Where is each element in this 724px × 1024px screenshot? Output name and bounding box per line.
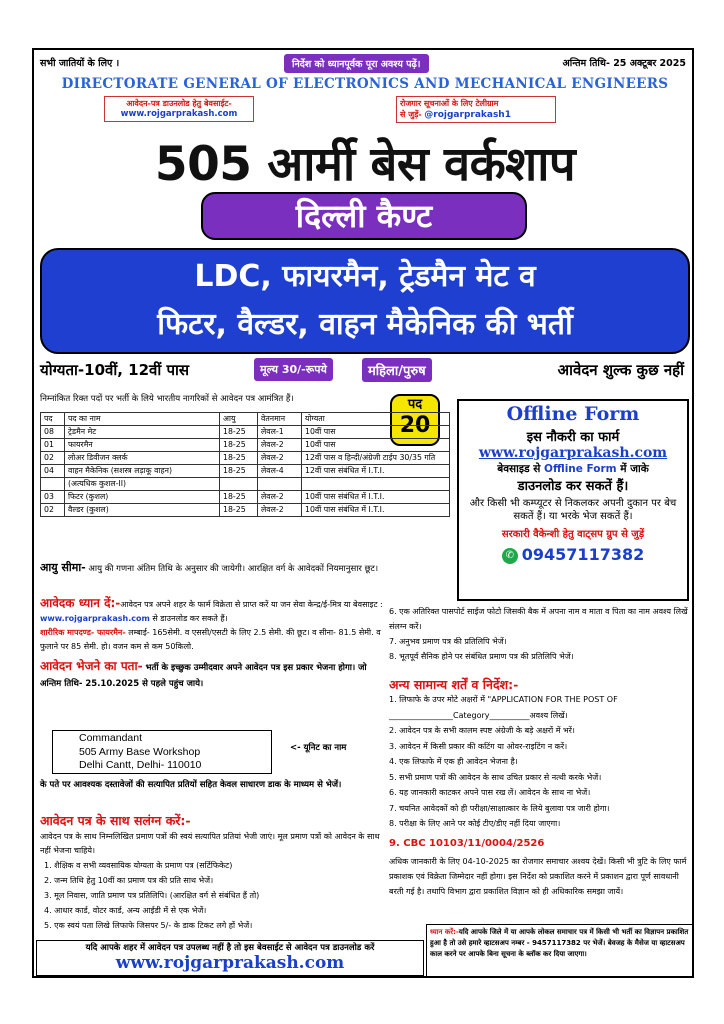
physical-text: लम्बाई- 165सेमी. व एससी/एसटी के लिए 2.5 सेमी. की छूट। व सीना- 81.5 सेमी. व फुलाने पर 85 सेमी. हो। वजन कम से कम 50किलो.	[40, 628, 381, 651]
table-cell: लेवल-2	[258, 504, 302, 517]
table-cell	[41, 478, 65, 491]
list-item: 6. यह जानकारी काटकर अपने पास रख लें। आवेदन के साथ ना भेजें।	[389, 788, 591, 797]
post-count-value: 20	[399, 413, 431, 438]
table-cell: 10वीं पास	[302, 426, 450, 439]
list-item: 2. जन्म तिथि हेतु 10वीं का प्रमाण पत्र की प्रति साथ भेजें।	[44, 876, 214, 885]
header-cell: योग्यता	[302, 413, 450, 426]
table-cell: 10वीं पास	[302, 439, 450, 452]
header-cell: आयु	[220, 413, 258, 426]
download-label: आवेदन-पत्र डाउनलोड हेतु बेवसाईट-	[126, 99, 232, 108]
other-conditions	[389, 692, 691, 832]
table-cell: 02	[41, 452, 65, 465]
offline-line-6: सरकारी वैकेन्शी हेतु वाट्सप ग्रुप से जुड़ें	[501, 529, 645, 540]
age-label: आयु सीमा-	[40, 561, 86, 574]
send-after-text: के पते पर आवश्यक दस्तावेजों की सत्यापित प्रतियों सहित केवल साधारण डाक के माध्यम से भेजें।	[40, 780, 342, 790]
other-heading: अन्य सामान्य शर्तें व निर्देश:-	[389, 677, 519, 692]
more-info: अधिक जानकारी के लिए 04-10-2025 का रोजगार समाचार अश्वय देखें। किसी भी त्रुटि के लिए फार्म प्रकाशक एवं विक्रेता जिम्मेदार नहीं होगा। इस निर्देश को प्रकाशित करने में प्रकाशन द्वारा पूर्ण सावधानी बरती गई है। तथापि विभाग द्वारा प्रकाशित विज्ञान को ही अधिकारिक समझा जायें।	[389, 857, 687, 896]
physical-label: शारीरिक मापदण्ड-	[40, 628, 95, 637]
telegram-prefix: से जुड़ें-	[400, 110, 422, 119]
list-item: 4. आधार कार्ड, वोटर कार्ड, अन्य आईडी में से एक भेजें।	[44, 906, 207, 915]
offline-site-link[interactable]: www.rojgarprakash.com	[478, 445, 668, 461]
table-row	[41, 478, 450, 491]
table-cell: 10वीं पास संबंधित में I.T.I.	[302, 504, 450, 517]
intro-text: निम्नांकित रिक्त पदों पर भर्ती के लिये भारतीय नागरिकों से आवेदन पत्र आमंत्रित हैं।	[40, 394, 294, 404]
table-cell: वाहन मैकेनिक (सशस्त्र लड़ाकू वाहन)	[65, 465, 220, 478]
offline-heading: Offline Form	[506, 403, 640, 425]
vacancy-table	[40, 412, 450, 517]
list-item: 2. आवेदन पत्र के सभी कालम स्पष्ट अंग्रेजी के बड़े अक्षरों में भरें।	[389, 726, 575, 735]
header-cell: वेतनमान	[258, 413, 302, 426]
address-line-3: Delhi Cantt, Delhi- 110010	[79, 759, 202, 771]
table-row	[41, 465, 450, 478]
table-cell: लेवल-2	[258, 452, 302, 465]
table-cell: लेवल-2	[258, 439, 302, 452]
whatsapp-number[interactable]	[459, 545, 687, 564]
table-row	[41, 504, 450, 517]
footer-site-link[interactable]: www.rojgarprakash.com	[115, 953, 345, 973]
offline-line-3b: Offline Form	[544, 463, 617, 475]
posts-line-1: LDC, फायरमैन, ट्रेडमैन मेट व	[194, 259, 536, 294]
telegram-handle[interactable]: @rojgarprakash1	[424, 110, 511, 120]
list-item: ________________Category__________अवश्य लिखें।	[389, 710, 568, 720]
send-text: भर्ती के इच्छुक उम्मीदवार अपने आवेदन पत्र इस प्रकार भेजना होगा। जो अन्तिम तिथि- 25.10.2025 से पहले पहुंच जाये।	[40, 663, 367, 689]
table-cell: ट्रेडमैन मेट	[65, 426, 220, 439]
applicant-notice	[40, 597, 385, 625]
notice-site-link[interactable]: www.rojgarprakash.com	[40, 613, 150, 623]
table-cell: 12वीं पास व हिन्दी/अंग्रेजी टाईप 30/35 गति	[302, 452, 450, 465]
price-badge: मूल्य 30/-रूपये	[254, 358, 333, 381]
last-date: अन्तिम तिथि- 25 अक्टूबर 2025	[562, 58, 686, 69]
right-attach-items	[389, 604, 691, 664]
header-cell: पद का नाम	[65, 413, 220, 426]
table-cell: लेवल-1	[258, 426, 302, 439]
footer-attention-box	[426, 924, 694, 978]
fee-note: आवेदन शुल्क कुछ नहीं	[557, 361, 684, 379]
table-cell: 18-25	[220, 504, 258, 517]
qualification: योग्यता-10वीं, 12वीं पास	[40, 361, 190, 379]
posts-banner	[40, 248, 690, 354]
list-item: 3. आवेदन में किसी प्रकार की कटिंग या ओवर-राइटिंग न करें।	[389, 741, 568, 751]
caste-note: सभी जातियों के लिए ।	[40, 58, 120, 69]
offline-form-box	[457, 399, 689, 601]
posts-line-2: फिटर, वैल्डर, वाहन मैकेनिक की भर्ती	[157, 307, 573, 342]
list-item: 8. भूतपूर्व सैनिक होने पर संबंधित प्रमाण पत्र की प्रतिलिपि भेजें।	[389, 652, 574, 661]
footer-attention-label: ध्यान करें:-	[430, 928, 459, 936]
offline-line-3c: में जाके	[616, 463, 649, 475]
table-row	[41, 452, 450, 465]
table-cell: (अत्यधिक कुशल-II)	[65, 478, 220, 491]
list-item: 7. अनुभव प्रमाण पत्र की प्रतिलिपि भेजें।	[389, 637, 507, 646]
address-line-2: 505 Army Base Workshop	[79, 745, 201, 758]
page-title: 505 आर्मी बेस वर्कशाप	[154, 137, 576, 192]
table-cell: 18-25	[220, 465, 258, 478]
list-item: 1. लिफाफे के उपर मोटे अक्षरों में "APPLICATION FOR THE POST OF	[389, 695, 618, 704]
list-item: 5. एक स्वयं पता लिखे लिफाफे जिसपर 5/- के डाक टिकट लगे हों भेजें।	[44, 921, 253, 930]
telegram-label: रोजगार सूचनाओं के लिए टेलीग्राम	[400, 99, 499, 108]
age-limit	[40, 562, 450, 575]
list-item: 3. मूल निवास, जाति प्रमाण पत्र प्रतिलिपि। (आरक्षित वर्ग से संबंधित हैं तो)	[44, 891, 260, 900]
table-cell: 18-25	[220, 452, 258, 465]
table-row	[41, 491, 450, 504]
table-cell: 18-25	[220, 426, 258, 439]
table-cell: 08	[41, 426, 65, 439]
table-cell: 02	[41, 504, 65, 517]
notice-page	[32, 48, 694, 978]
physical-post: फायरमैन-	[94, 628, 126, 637]
download-link[interactable]: www.rojgarprakash.com	[120, 109, 238, 119]
department-name: DIRECTORATE GENERAL OF ELECTRONICS AND MECHANICAL ENGINEERS	[61, 76, 669, 92]
address-box	[52, 730, 272, 774]
notice-text-2: से डाउनलोड कर सकते हैं।	[149, 613, 228, 623]
table-cell	[220, 478, 258, 491]
table-cell: 04	[41, 465, 65, 478]
offline-line-1: इस नौकरी का फार्म	[526, 430, 620, 445]
table-cell: 18-25	[220, 439, 258, 452]
table-cell	[302, 478, 450, 491]
send-label: आवेदन भेजने का पता-	[40, 659, 143, 673]
table-cell: लेवल-4	[258, 465, 302, 478]
footer-download-box	[36, 940, 424, 976]
location-banner: दिल्ली कैण्ट	[201, 192, 527, 240]
whatsapp-icon: ✆	[502, 548, 518, 564]
header-cell: पद	[41, 413, 65, 426]
telegram-box	[396, 96, 556, 123]
physical-standards	[40, 626, 385, 653]
list-item: 4. एक लिफाफे में एक ही आवेदन भेजना है।	[389, 757, 518, 766]
table-row	[41, 426, 450, 439]
attach-list	[44, 858, 389, 933]
list-item: 7. चयनित आवेदकों को ही परीक्षा/साक्षात्कार के लिये बुलावा पत्र जारी होगा।	[389, 803, 610, 813]
table-cell: लेवल-2	[258, 491, 302, 504]
table-cell: लोअर डिवीजन क्लर्क	[65, 452, 220, 465]
download-box	[104, 96, 254, 122]
table-cell: 18-25	[220, 491, 258, 504]
attach-intro: आवेदन पत्र के साथ निम्नलिखित प्रमाण पत्रों की स्वयं सत्यापित प्रतियां भेजी जाएं। मूल प्रमाण पत्रों को आवेदन के साथ नहीं भेजना चाहिये।	[40, 832, 380, 855]
table-cell: 12वीं पास संबंधित में I.T.I.	[302, 465, 450, 478]
table-cell: फायरमैन	[65, 439, 220, 452]
table-cell: 10वीं पास संबंधित में I.T.I.	[302, 491, 450, 504]
gender-badge: महिला/पुरुष	[362, 358, 432, 382]
offline-line-3a: बेवसाइड से	[497, 463, 545, 475]
notice-text-1: आवेदन पत्र अपने शहर के फार्म विक्रेता से प्राप्त करें या जन सेवा केन्द्र/ई-मित्र या बेवसाइट :	[120, 600, 383, 609]
phone-text: 09457117382	[521, 545, 645, 564]
offline-line-5: और किसी भी कम्प्यूटर से निकलकर अपनी दुकान पर बेच सकतें हैं। या भरके भेज सकतें हैं।	[469, 498, 677, 522]
address-line-1: Commandant	[79, 732, 143, 744]
footer-attention-text: यदि आपके जिले में या आपके लोकल समाचार पत्र में किसी भी भर्ती का विज्ञापन प्रकाशित हुआ है तो उसे हमारे व्हाटसअप नम्बर - 9457117382 पर भेजें। बेवजह के मैसेज या व्हाटसअप काल करने पर आपके बिना सूचना के ब्लॉक कर दिया जाएगा।	[430, 928, 689, 958]
table-header-row	[41, 413, 450, 426]
table-cell	[258, 478, 302, 491]
age-text: आयु की गणना अंतिम तिथि के अनुसार की जायेगी। आरक्षित वर्ग के आवेदकों नियमानुसार छूट।	[85, 564, 379, 574]
list-item: 6. एक अतिरिक्त पासपोर्ट साईज फोटो जिसकी बैक में अपना नाम व माता व पिता का नाम अवश्य लिखें संलग्न करें।	[389, 607, 688, 631]
notice-label: आवेदक ध्यान दें:-	[40, 596, 121, 610]
unit-note: <- यूनिट का नाम	[290, 743, 347, 753]
table-cell: 01	[41, 439, 65, 452]
list-item: 5. सभी प्रमाण पत्रों की आवेदन के साथ उचित प्रकार से नत्थी करके भेजें।	[389, 772, 602, 782]
offline-line-4: डाउनलोड कर सकतें हैं।	[517, 479, 629, 494]
table-row	[41, 439, 450, 452]
send-address-section	[40, 658, 385, 692]
table-cell: फिटर (कुशल)	[65, 491, 220, 504]
footer-left-text: यदि आपके शहर में आवेदन पत्र उपलब्ध नहीं है तो इस बेवसाईट से आवेदन पत्र डाउनलोड करें	[85, 943, 375, 953]
instruction-banner: निर्देश को ध्यानपूर्वक पूरा अवश्य पढ़ें।	[284, 54, 429, 73]
list-item: 1. शैक्षिक व सभी व्यवसायिक योग्यता के प्रमाण पत्र (सर्टिफिकेट)	[44, 861, 233, 870]
offline-line-3	[459, 462, 687, 476]
table-cell: वैल्डर (कुशल)	[65, 504, 220, 517]
table-cell: 03	[41, 491, 65, 504]
cbc-number: 9. CBC 10103/11/0004/2526	[389, 838, 545, 849]
post-count-label: पद	[407, 397, 423, 412]
attach-heading: आवेदन पत्र के साथ सलंग्न करें:-	[40, 813, 191, 828]
list-item: 8. परीक्षा के लिए आने पर कोई टीए/डीए नहीं दिया जाएगा।	[389, 819, 561, 828]
